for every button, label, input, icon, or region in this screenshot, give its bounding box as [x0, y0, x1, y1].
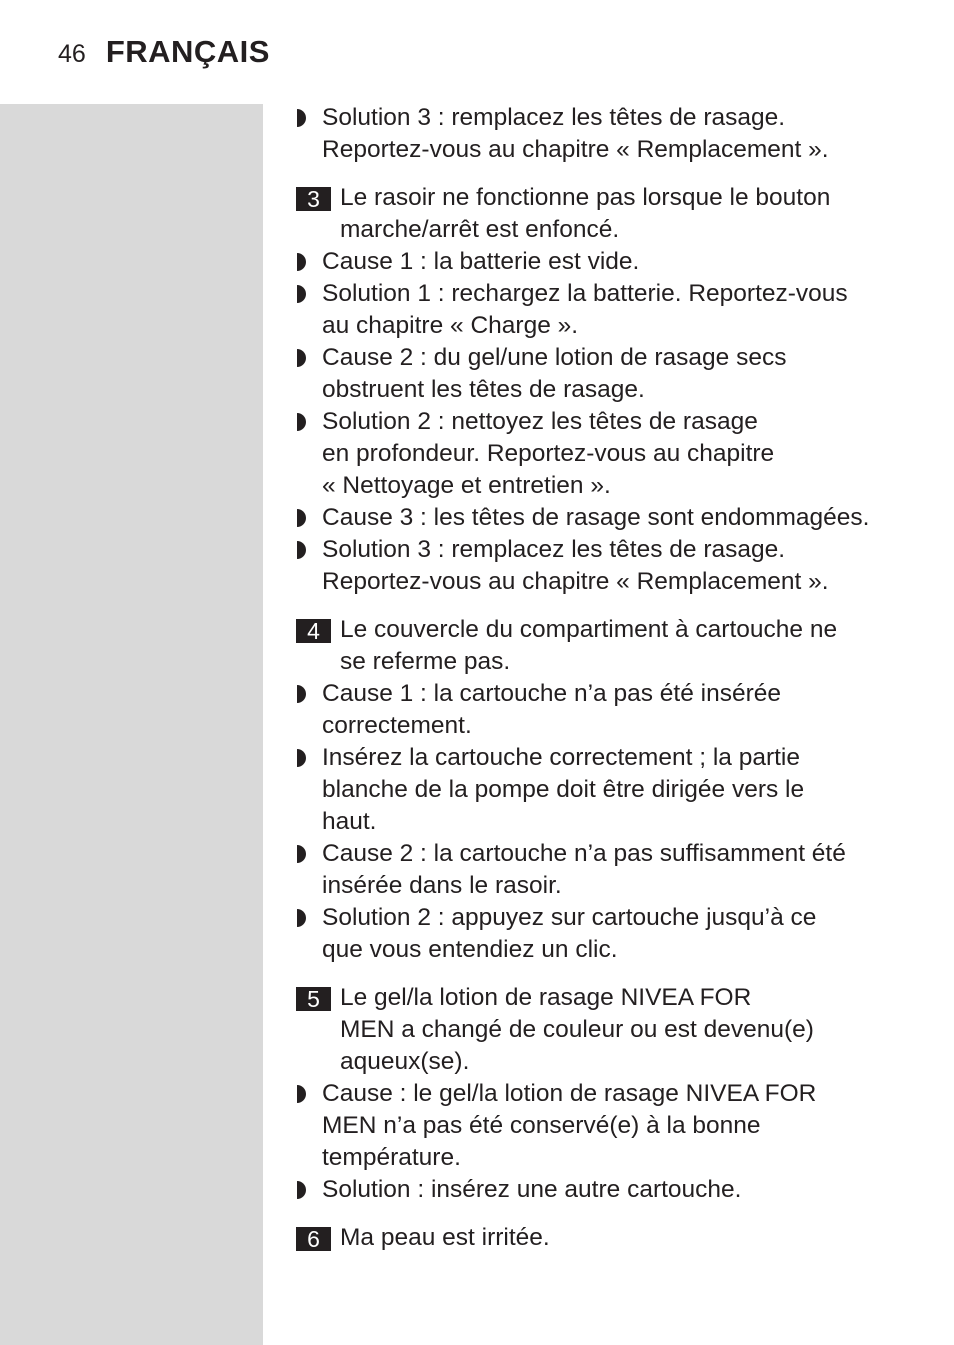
bullet-text: Cause 2 : la cartouche n’a pas suffisamment été insérée dans le rasoir. [322, 840, 846, 899]
page-header [58, 34, 270, 74]
bullet-item [296, 838, 916, 902]
bullet-text: Cause : le gel/la lotion de rasage NIVEA FOR MEN n’a pas été conservé(e) à la bonne température. [322, 1080, 817, 1171]
problem-block [296, 182, 916, 598]
problem-heading [296, 1222, 916, 1254]
bullet-item [296, 406, 916, 502]
sidebar-margin [0, 104, 263, 1345]
problem-block [296, 1222, 916, 1254]
problem-heading [296, 614, 916, 678]
bullet-item [296, 342, 916, 406]
bullet-item [296, 1078, 916, 1174]
bullet-item [296, 902, 916, 966]
bullet-text: Solution 3 : remplacez les têtes de rasage. Reportez-vous au chapitre « Remplacement ». [322, 536, 829, 595]
bullet-text: Cause 2 : du gel/une lotion de rasage secs obstruent les têtes de rasage. [322, 344, 787, 403]
bullet-item [296, 246, 916, 278]
section-title: FRANÇAIS [105, 34, 270, 69]
problem-number-badge: 4 [296, 619, 331, 643]
bullet-item [296, 278, 916, 342]
bullet-text: Insérez la cartouche correctement ; la partie blanche de la pompe doit être dirigée vers le haut. [322, 744, 805, 835]
bullet-item [296, 102, 916, 166]
bullet-text: Solution 2 : appuyez sur cartouche jusqu’à ce que vous entendiez un clic. [322, 904, 817, 963]
problem-heading [296, 182, 916, 246]
bullet-item [296, 1174, 916, 1206]
problem-number-badge: 6 [296, 1227, 331, 1251]
problem-text: Ma peau est irritée. [340, 1224, 550, 1251]
bullet-item [296, 742, 916, 838]
problem-block [296, 982, 916, 1206]
bullet-text: Solution 1 : rechargez la batterie. Reportez-vous au chapitre « Charge ». [322, 280, 848, 339]
bullet-text: Solution 3 : remplacez les têtes de rasage. Reportez-vous au chapitre « Remplacement ». [322, 104, 829, 163]
bullet-text: Solution : insérez une autre cartouche. [322, 1176, 742, 1203]
bullet-text: Cause 1 : la batterie est vide. [322, 248, 640, 275]
bullet-text: Solution 2 : nettoyez les têtes de rasage en profondeur. Reportez-vous au chapitre « Nettoyage et entretien ». [322, 408, 775, 499]
problem-number-badge: 3 [296, 187, 331, 211]
troubleshooting-content [296, 102, 916, 1254]
problem-block [296, 614, 916, 966]
page-number: 46 [58, 40, 86, 68]
bullet-text: Cause 3 : les têtes de rasage sont endommagées. [322, 504, 870, 531]
bullet-text: Cause 1 : la cartouche n’a pas été insérée correctement. [322, 680, 781, 739]
bullet-item [296, 502, 916, 534]
problem-text: Le gel/la lotion de rasage NIVEA FOR MEN a changé de couleur ou est devenu(e) aqueux(se). [340, 984, 814, 1075]
problem-heading [296, 982, 916, 1078]
problem-text: Le rasoir ne fonctionne pas lorsque le bouton marche/arrêt est enfoncé. [340, 184, 831, 243]
problem-number-badge: 5 [296, 987, 331, 1011]
bullet-item [296, 534, 916, 598]
problem-block [296, 102, 916, 166]
problem-text: Le couvercle du compartiment à cartouche ne se referme pas. [340, 616, 838, 675]
bullet-item [296, 678, 916, 742]
